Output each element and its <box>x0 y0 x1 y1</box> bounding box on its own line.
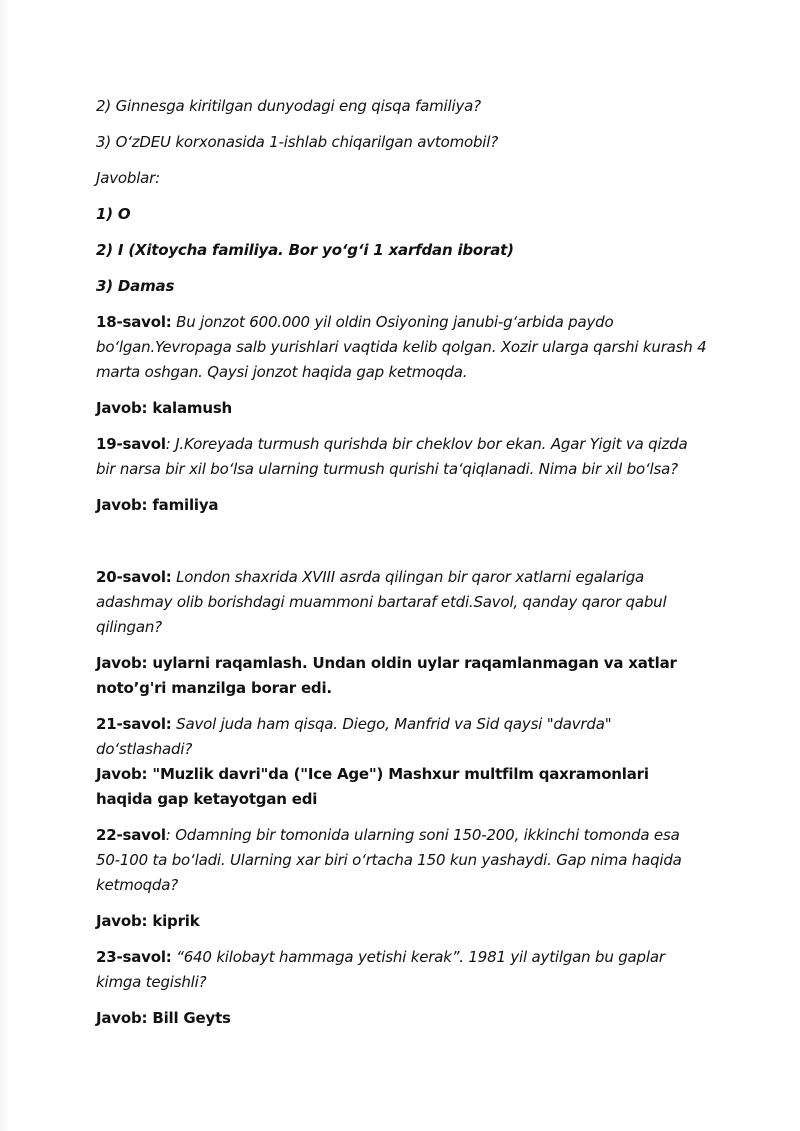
question-number: 21-savol: <box>96 715 172 733</box>
question-number: 23-savol: <box>96 948 172 966</box>
question-number: 20-savol: <box>96 568 172 586</box>
answer-22: Javob: kiprik <box>96 912 200 930</box>
page-edge-shadow <box>0 0 10 1131</box>
question-21 <box>96 712 708 762</box>
question-19 <box>96 432 708 482</box>
question-23 <box>96 945 708 995</box>
question-number: 18-savol: <box>96 313 172 331</box>
question-20 <box>96 565 708 640</box>
question-text: : Odamning bir tomonida ularning soni 150-200, ikkinchi tomonda esa 50-100 ta bo‘ladi. Ularning xar biri o‘rtacha 150 kun yashaydi. Gap nima haqida ketmoqda? <box>96 826 682 894</box>
question-text: Bu jonzot 600.000 yil oldin Osiyoning janubi-g‘arbida paydo bo‘lgan.Yevropaga salb yurishlari vaqtida kelib qolgan. Xozir ularga qarshi kurash 4 marta oshgan. Qaysi jonzot haqida gap ketmoqda. <box>96 313 707 381</box>
question-text: London shaxrida XVIII asrda qilingan bir qaror xatlarni egalariga adashmay olib borishdagi muammoni bartaraf etdi.Savol, qanday qaror qabul qilingan? <box>96 568 667 636</box>
question-number: 22-savol <box>96 826 166 844</box>
question-3-line: 3) O‘zDEU korxonasida 1-ishlab chiqarilgan avtomobil? <box>96 133 498 151</box>
question-text: : J.Koreyada turmush qurishda bir cheklov bor ekan. Agar Yigit va qizda bir narsa bir xil bo‘lsa ularning turmush qurishi ta‘qiqlanadi. Nima bir xil bo‘lsa? <box>96 435 688 478</box>
question-22 <box>96 823 708 898</box>
question-number: 19-savol <box>96 435 166 453</box>
answer-1-line: 1) O <box>96 205 131 223</box>
answer-3-line: 3) Damas <box>96 277 175 295</box>
answer-21: Javob: "Muzlik davri"da ("Ice Age") Mashxur multfilm qaxramonlari haqida gap ketayotgan edi <box>96 765 649 808</box>
answer-18: Javob: kalamush <box>96 399 233 417</box>
question-18 <box>96 310 708 385</box>
question-text: Savol juda ham qisqa. Diego, Manfrid va Sid qaysi "davrda" do‘stlashadi? <box>96 715 612 758</box>
answer-2-line: 2) I (Xitoycha familiya. Bor yo‘g‘i 1 xarfdan iborat) <box>96 241 514 259</box>
question-2-line: 2) Ginnesga kiritilgan dunyodagi eng qisqa familiya? <box>96 97 481 115</box>
answer-23: Javob: Bill Geyts <box>96 1009 231 1027</box>
answer-19: Javob: familiya <box>96 496 219 514</box>
answers-heading: Javoblar: <box>96 169 160 187</box>
answer-20: Javob: uylarni raqamlash. Undan oldin uylar raqamlanmagan va xatlar noto’g'ri manzilga borar edi. <box>96 654 677 697</box>
question-text: “640 kilobayt hammaga yetishi kerak”. 1981 yil aytilgan bu gaplar kimga tegishli? <box>96 948 665 991</box>
document-body <box>96 94 708 1042</box>
